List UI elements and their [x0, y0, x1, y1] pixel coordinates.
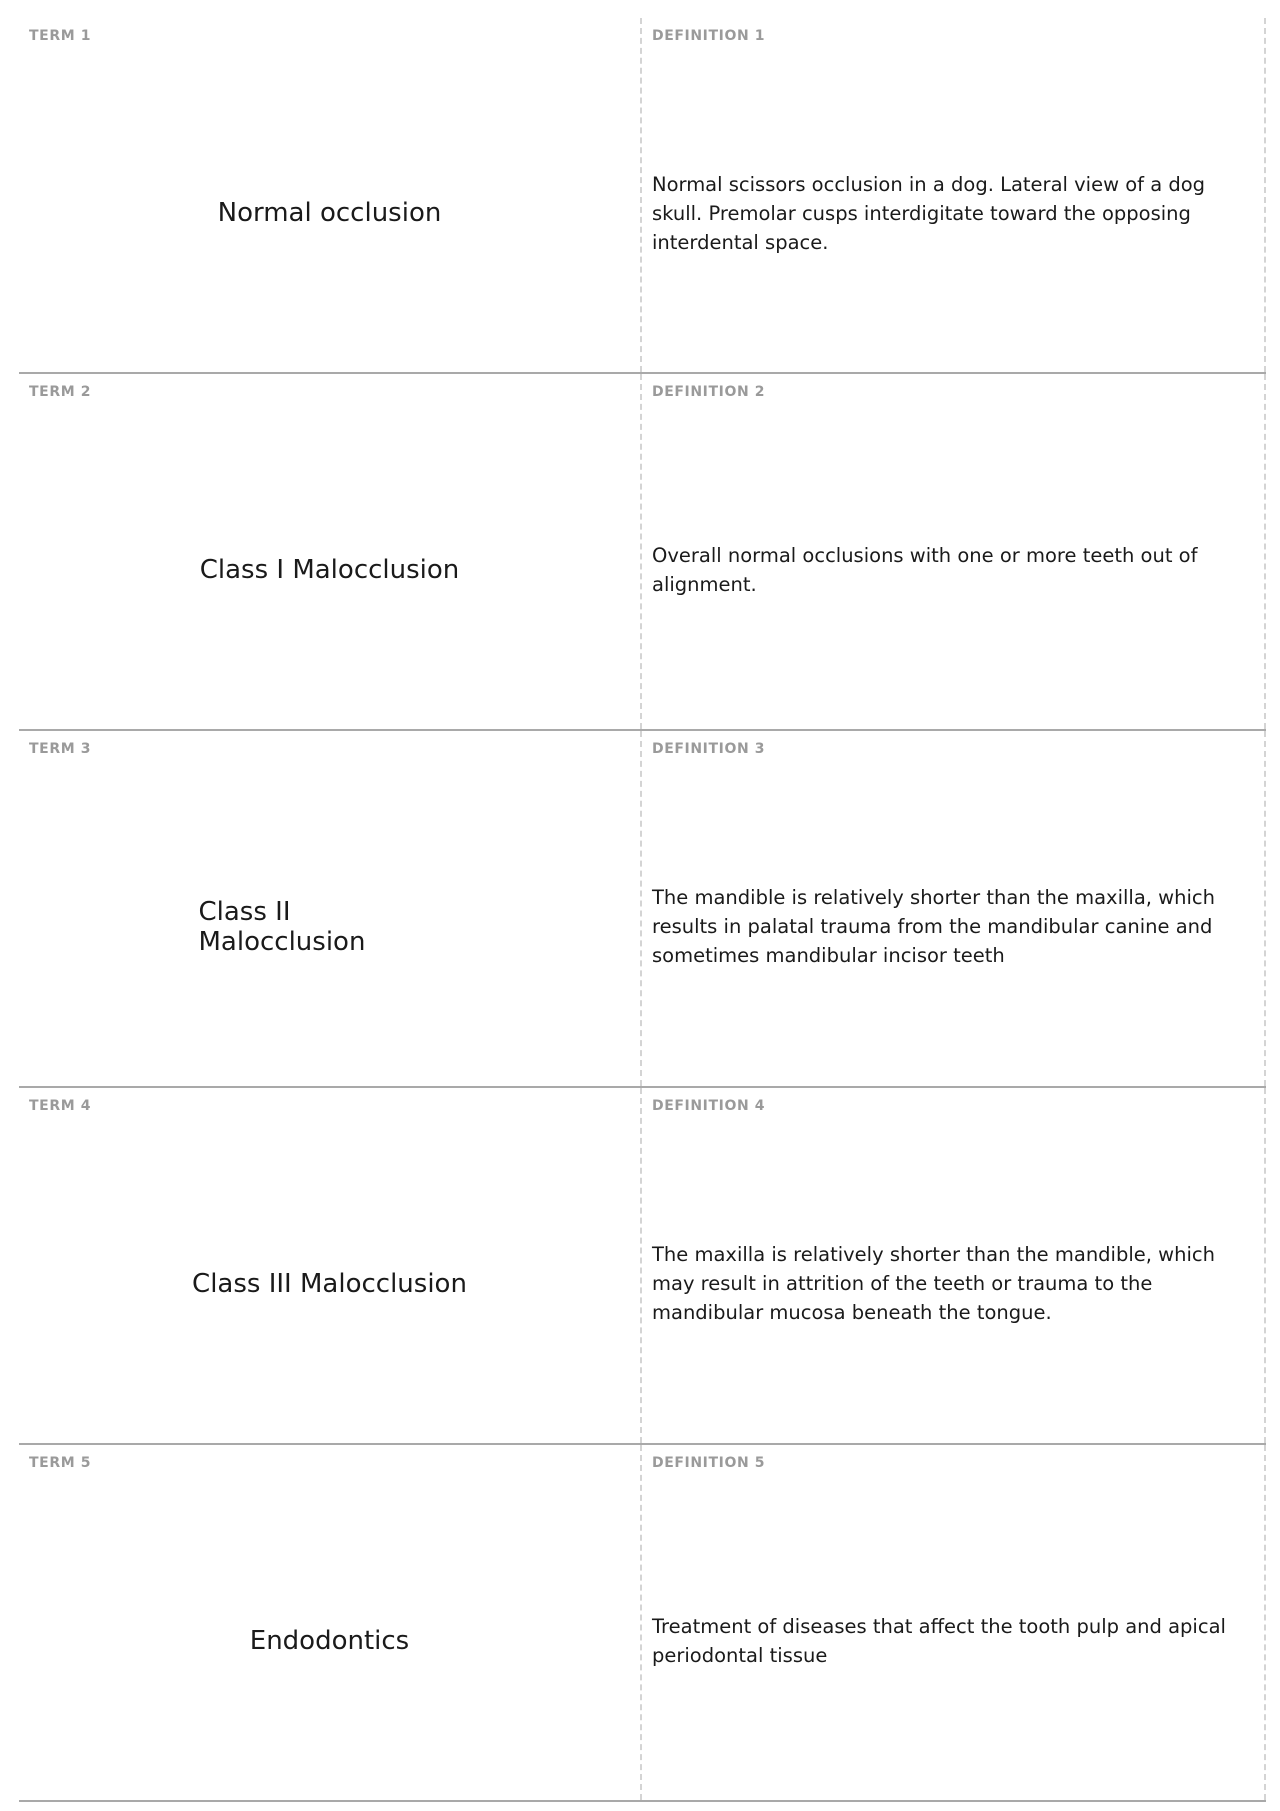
- term-label: TERM 1: [29, 28, 92, 44]
- definition-text: Normal scissors occlusion in a dog. Lateral view of a dog skull. Premolar cusps interdigitate toward the opposing interdental space.: [652, 172, 1206, 254]
- definition-card: [642, 731, 1266, 1086]
- definition-label: DEFINITION 5: [652, 1455, 766, 1471]
- flashcard-row: [19, 1088, 1266, 1445]
- term-card: [19, 1088, 642, 1443]
- term-label: TERM 3: [29, 741, 92, 757]
- term-card: [19, 18, 642, 372]
- definition-text-wrap: [652, 731, 1242, 1086]
- term-label: TERM 4: [29, 1098, 92, 1114]
- flashcard-row: [19, 1445, 1266, 1802]
- definition-card: [642, 1445, 1266, 1800]
- definition-text: Overall normal occlusions with one or more teeth out of alignment.: [652, 543, 1198, 596]
- term-text-wrap: [19, 731, 640, 1086]
- definition-label: DEFINITION 4: [652, 1098, 766, 1114]
- term-text: Class I Malocclusion: [199, 554, 460, 585]
- definition-text: The maxilla is relatively shorter than the mandible, which may result in attrition of the teeth or trauma to the mandibular mucosa beneath the tongue.: [652, 1243, 1215, 1324]
- flashcard-sheet: [19, 18, 1266, 1802]
- definition-text-wrap: [652, 1088, 1242, 1443]
- definition-text-wrap: [652, 374, 1242, 729]
- definition-card: [642, 18, 1266, 372]
- definition-text: The mandible is relatively shorter than the maxilla, which results in palatal trauma from the mandibular canine and sometimes mandibular incisor teeth: [652, 886, 1215, 967]
- definition-card: [642, 374, 1266, 729]
- term-text-wrap: [19, 18, 640, 372]
- term-card: [19, 1445, 642, 1800]
- term-label: TERM 2: [29, 384, 92, 400]
- term-text-wrap: [19, 1445, 640, 1800]
- term-text: Normal occlusion: [217, 198, 442, 228]
- flashcard-row: [19, 731, 1266, 1088]
- definition-label: DEFINITION 3: [652, 741, 766, 757]
- term-card: [19, 731, 642, 1086]
- definition-text-wrap: [652, 1445, 1242, 1800]
- term-text-wrap: [19, 1088, 640, 1443]
- flashcard-row: [19, 18, 1266, 374]
- term-text: Endodontics: [249, 1625, 410, 1656]
- term-text-wrap: [19, 374, 640, 729]
- flashcard-row: [19, 374, 1266, 731]
- term-label: TERM 5: [29, 1455, 92, 1471]
- term-text: Class III Malocclusion: [192, 1268, 467, 1299]
- term-text: Class II Malocclusion: [198, 896, 366, 957]
- definition-text-wrap: [652, 18, 1242, 372]
- term-card: [19, 374, 642, 729]
- definition-text: Treatment of diseases that affect the tooth pulp and apical periodontal tissue: [652, 1614, 1226, 1667]
- definition-card: [642, 1088, 1266, 1443]
- definition-label: DEFINITION 1: [652, 28, 766, 44]
- definition-label: DEFINITION 2: [652, 384, 766, 400]
